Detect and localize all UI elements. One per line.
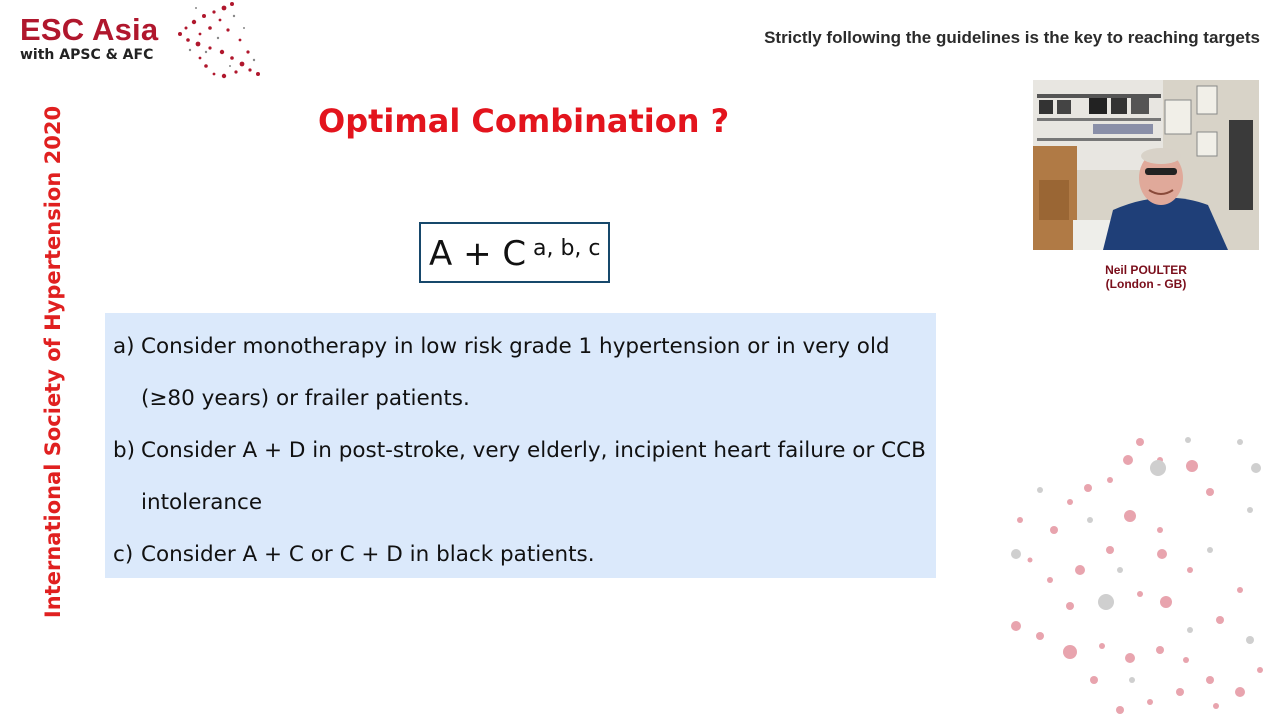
note-item	[113, 529, 933, 581]
esc-asia-logo	[20, 14, 158, 63]
presenter-video	[1033, 80, 1259, 250]
decorative-dots-icon	[1010, 430, 1280, 720]
note-text: Consider monotherapy in low risk grade 1 hypertension or in very old (≥80 years) or frailer patients.	[141, 334, 890, 411]
slide-title: Optimal Combination ?	[318, 102, 730, 140]
conference-tagline: Strictly following the guidelines is the key to reaching targets	[764, 28, 1260, 47]
logo-subtitle: with APSC & AFC	[20, 47, 154, 63]
formula-main: A + C	[429, 234, 527, 274]
presenter-name: Neil POULTER	[1105, 263, 1187, 277]
presenter-caption	[1033, 263, 1259, 291]
logo-title: ESC Asia	[20, 12, 159, 47]
presenter-video-frame	[1033, 80, 1259, 250]
note-letter: a)	[113, 334, 135, 359]
note-letter: b)	[113, 438, 136, 463]
logo-dots-icon	[170, 0, 270, 82]
note-letter: c)	[113, 542, 134, 567]
footnotes-box	[105, 313, 936, 578]
note-item	[113, 425, 933, 529]
vertical-society-title: International Society of Hypertension 2020	[41, 105, 65, 619]
formula-box	[419, 222, 610, 283]
presenter-location: (London - GB)	[1105, 277, 1187, 291]
note-item	[113, 321, 933, 425]
note-text: Consider A + C or C + D in black patients.	[141, 542, 595, 567]
note-text: Consider A + D in post-stroke, very elderly, incipient heart failure or CCB intolerance	[141, 438, 926, 515]
formula-superscript: a, b, c	[533, 236, 601, 261]
